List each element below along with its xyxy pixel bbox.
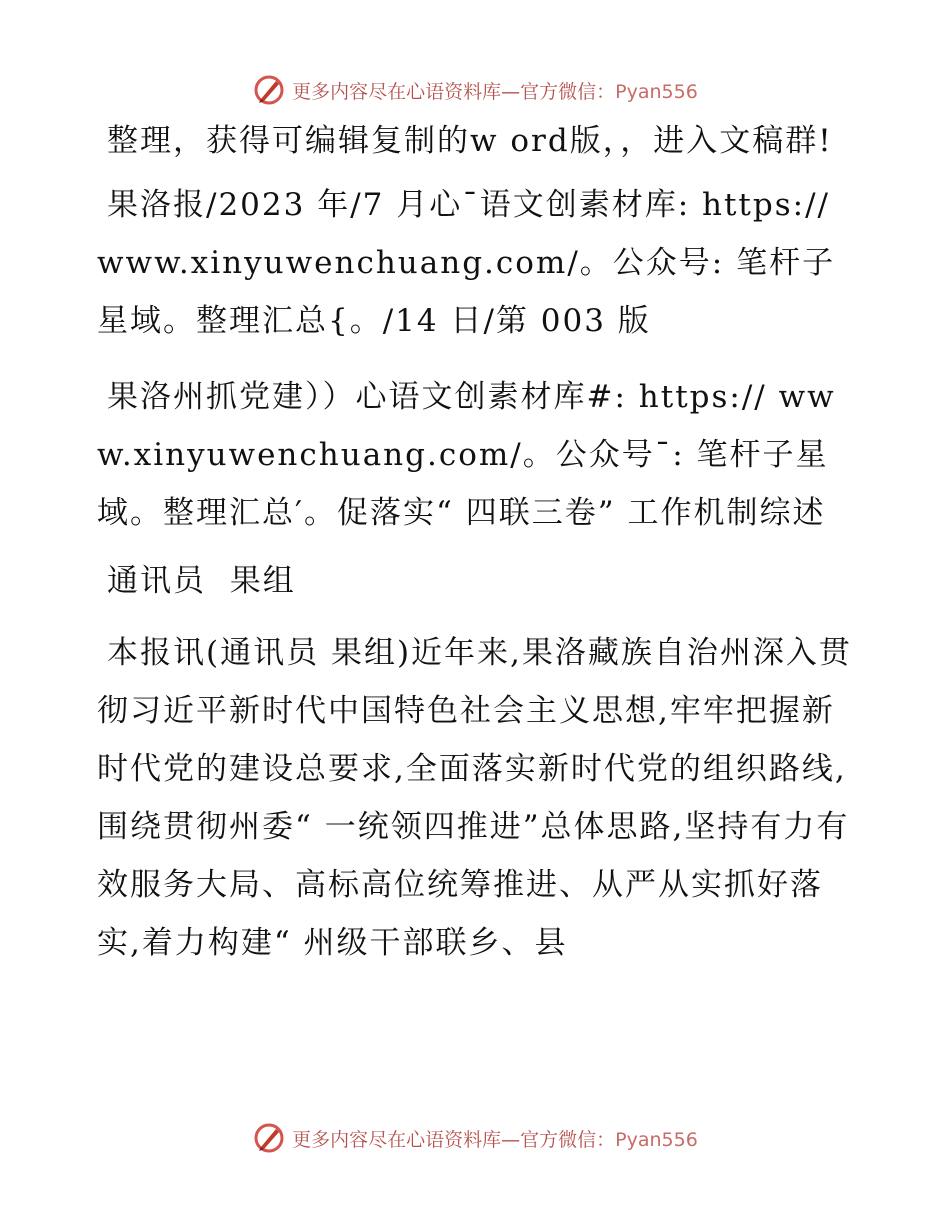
footer-banner-text — [292, 1125, 698, 1152]
footer-banner-account: Pyan556 — [615, 1128, 698, 1151]
paragraph-byline: 通讯员 果组 — [107, 563, 296, 599]
paragraph-headline: 果洛州抓党建））心语文创素材库#: https:// www.xinyuwenchuang.com/。公众号¯: 笔杆子星域。整理汇总′。促落实“ 四联三卷” 工作机制综述 — [97, 379, 836, 531]
header-watermark-banner — [0, 68, 950, 112]
paragraph-intro: 整理，获得可编辑复制的w ord版，，进入文稿群! — [107, 123, 833, 159]
header-banner-account: Pyan556 — [615, 80, 698, 103]
document-body — [97, 112, 857, 972]
header-banner-text — [292, 77, 698, 104]
footer-watermark-banner — [0, 1116, 950, 1160]
header-banner-site-text: 更多内容尽在心语资料库—官方微信： — [292, 80, 616, 103]
pen-logo-icon — [252, 1121, 286, 1155]
paragraph-source: 果洛报/2023 年/7 月心¯语文创素材库: https://www.xinyuwenchuang.com/。公众号: 笔杆子星域。整理汇总{。/14 日/第 003 版 — [97, 187, 836, 339]
pen-logo-icon — [252, 73, 286, 107]
paragraph-body: 本报讯(通讯员 果组)近年来,果洛藏族自治州深入贯彻习近平新时代中国特色社会主义思想,牢牢把握新时代党的建设总要求,全面落实新时代党的组织路线,围绕贯彻州委“ 一统领四推进”总体思路,坚持有力有效服务大局、高标高位统筹推进、从严从实抓好落实,着力构建“ 州级干部联乡、县 — [97, 635, 852, 961]
footer-banner-site-text: 更多内容尽在心语资料库—官方微信： — [292, 1128, 616, 1151]
